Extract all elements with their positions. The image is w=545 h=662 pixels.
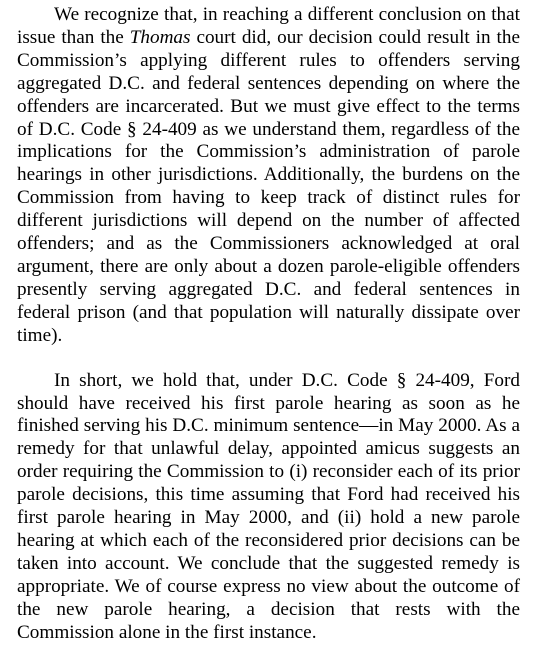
paragraph-1-text-start: We recognize that, in reaching a different conclusion on that issue than the <box>17 4 520 48</box>
document-page <box>17 4 520 644</box>
paragraph-holding: In short, we hold that, under D.C. Code § 24-409, Ford should have received his first parole hearing as soon as he finished serving his D.C. minimum sentence—in May 2000. As a remedy for that unlawful delay, appointed amicus suggests an order requiring the Commission to (i) reconsider each of its prior parole decisions, this time assuming that Ford had received his first parole hearing in May 2000, and (ii) hold a new parole hearing at which each of the reconsidered prior decisions can be taken into account. We conclude that the suggested remedy is appropriate. We of course express no view about the outcome of the new parole hearing, a decision that rests with the Commission alone in the first instance. <box>17 369 520 643</box>
case-name-thomas: Thomas <box>129 26 191 48</box>
paragraph-recognition <box>17 4 520 348</box>
paragraph-1-text-end: court did, our decision could result in the Commission’s applying different rules to offenders serving aggregated D.C. and federal sentences depending on where the offenders are incarcerated. But we must give effect to the terms of D.C. Code § 24-409 as we understand them, regardless of the implications for the Commission’s administration of parole hearings in other jurisdictions. Additionally, the burdens on the Commission from having to keep track of distinct rules for different jurisdictions will depend on the number of affected offenders; and as the Commissioners acknowledged at oral argument, there are only about a dozen parole-eligible offenders presently serving aggregated D.C. and federal sentences in federal prison (and that population will naturally dissipate over time). <box>17 26 520 346</box>
